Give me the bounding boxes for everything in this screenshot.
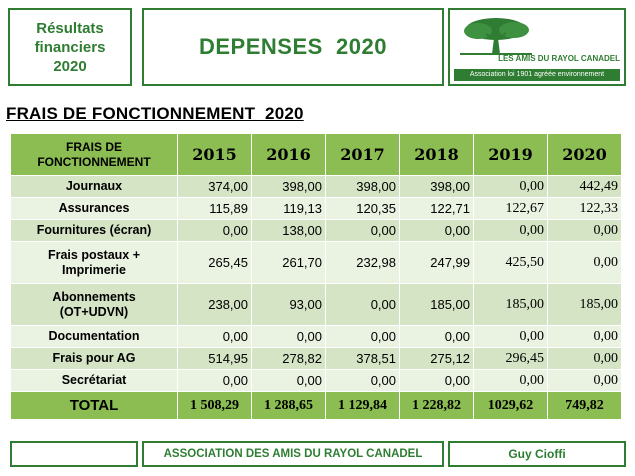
total-cell-2017: 1 129,84	[326, 392, 400, 420]
value-cell-2016: 278,82	[252, 348, 326, 370]
row-label-line: Journaux	[65, 179, 123, 193]
value-cell-2015: 0,00	[178, 326, 252, 348]
year-header-2018: 2018	[400, 134, 474, 176]
page-title: DEPENSES 2020	[142, 8, 444, 86]
table-row	[11, 220, 622, 242]
value-cell-2016: 0,00	[252, 326, 326, 348]
row-label-line: (OT+UDVN)	[59, 304, 129, 319]
value-cell-2017: 0,00	[326, 370, 400, 392]
value-cell-2017: 378,51	[326, 348, 400, 370]
value-cell-2019: 0,00	[474, 370, 548, 392]
footer-left-box	[10, 441, 138, 467]
footer-association-name: ASSOCIATION DES AMIS DU RAYOL CANADEL	[142, 441, 444, 467]
row-label	[11, 326, 178, 348]
value-cell-2019: 425,50	[474, 242, 548, 284]
value-cell-2015: 265,45	[178, 242, 252, 284]
row-label-line: Documentation	[48, 329, 140, 343]
value-cell-2020: 185,00	[548, 284, 622, 326]
value-cell-2018: 0,00	[400, 220, 474, 242]
row-label-line: Secrétariat	[61, 373, 127, 387]
row-label	[11, 284, 178, 326]
value-cell-2019: 122,67	[474, 198, 548, 220]
row-label-line: Fournitures (écran)	[36, 223, 152, 237]
row-label	[11, 348, 178, 370]
value-cell-2018: 0,00	[400, 326, 474, 348]
total-label: TOTAL	[11, 392, 178, 420]
table-row	[11, 176, 622, 198]
value-cell-2015: 0,00	[178, 220, 252, 242]
value-cell-2018: 122,71	[400, 198, 474, 220]
results-title-box	[8, 8, 132, 86]
row-label-line: Frais postaux +	[47, 247, 141, 262]
value-cell-2017: 0,00	[326, 284, 400, 326]
value-cell-2017: 0,00	[326, 220, 400, 242]
value-cell-2019: 0,00	[474, 176, 548, 198]
row-label-line: Imprimerie	[62, 262, 126, 277]
value-cell-2020: 442,49	[548, 176, 622, 198]
value-cell-2015: 238,00	[178, 284, 252, 326]
year-header-2016: 2016	[252, 134, 326, 176]
table-row	[11, 348, 622, 370]
value-cell-2016: 398,00	[252, 176, 326, 198]
row-label-line: Frais pour AG	[52, 351, 136, 365]
results-line-2: financiers	[34, 38, 106, 56]
logo-subtitle: Association loi 1901 agréée environnement	[454, 69, 620, 81]
value-cell-2016: 138,00	[252, 220, 326, 242]
results-line-3: 2020	[53, 57, 87, 75]
value-cell-2017: 232,98	[326, 242, 400, 284]
row-label	[11, 198, 178, 220]
row-label	[11, 370, 178, 392]
value-cell-2017: 0,00	[326, 326, 400, 348]
row-label	[11, 176, 178, 198]
value-cell-2017: 398,00	[326, 176, 400, 198]
expenses-table	[10, 133, 622, 420]
header-label-line-2: FONCTIONNEMENT	[37, 154, 151, 169]
year-header-2017: 2017	[326, 134, 400, 176]
year-header-2019: 2019	[474, 134, 548, 176]
logo	[448, 8, 626, 86]
row-label	[11, 242, 178, 284]
total-cell-2018: 1 228,82	[400, 392, 474, 420]
value-cell-2018: 398,00	[400, 176, 474, 198]
value-cell-2018: 275,12	[400, 348, 474, 370]
value-cell-2015: 115,89	[178, 198, 252, 220]
value-cell-2019: 0,00	[474, 220, 548, 242]
results-line-1: Résultats	[36, 19, 104, 37]
value-cell-2016: 0,00	[252, 370, 326, 392]
value-cell-2019: 0,00	[474, 326, 548, 348]
value-cell-2020: 0,00	[548, 242, 622, 284]
total-row	[11, 392, 622, 420]
table-row	[11, 326, 622, 348]
row-label	[11, 220, 178, 242]
value-cell-2019: 296,45	[474, 348, 548, 370]
value-cell-2019: 185,00	[474, 284, 548, 326]
table-row	[11, 370, 622, 392]
value-cell-2017: 120,35	[326, 198, 400, 220]
header-label-line-1: FRAIS DE	[65, 139, 122, 154]
table-row	[11, 242, 622, 284]
table-header-row	[11, 134, 622, 176]
year-header-2015: 2015	[178, 134, 252, 176]
year-header-2020: 2020	[548, 134, 622, 176]
value-cell-2016: 119,13	[252, 198, 326, 220]
value-cell-2020: 0,00	[548, 370, 622, 392]
total-cell-2015: 1 508,29	[178, 392, 252, 420]
row-label-line: Assurances	[58, 201, 130, 215]
value-cell-2020: 0,00	[548, 326, 622, 348]
row-label-line: Abonnements	[52, 289, 136, 304]
value-cell-2020: 122,33	[548, 198, 622, 220]
footer-author: Guy Cioffi	[448, 441, 626, 467]
total-cell-2016: 1 288,65	[252, 392, 326, 420]
value-cell-2018: 247,99	[400, 242, 474, 284]
value-cell-2018: 185,00	[400, 284, 474, 326]
logo-name: LES AMIS DU RAYOL CANADEL	[498, 54, 620, 63]
value-cell-2018: 0,00	[400, 370, 474, 392]
tree-logo-icon	[456, 16, 536, 56]
value-cell-2020: 0,00	[548, 348, 622, 370]
value-cell-2016: 261,70	[252, 242, 326, 284]
value-cell-2020: 0,00	[548, 220, 622, 242]
section-title: FRAIS DE FONCTIONNEMENT 2020	[6, 104, 304, 123]
table-row	[11, 284, 622, 326]
value-cell-2015: 514,95	[178, 348, 252, 370]
total-cell-2019: 1029,62	[474, 392, 548, 420]
table-row	[11, 198, 622, 220]
value-cell-2015: 0,00	[178, 370, 252, 392]
value-cell-2015: 374,00	[178, 176, 252, 198]
total-cell-2020: 749,82	[548, 392, 622, 420]
header-label-cell	[11, 134, 178, 176]
value-cell-2016: 93,00	[252, 284, 326, 326]
